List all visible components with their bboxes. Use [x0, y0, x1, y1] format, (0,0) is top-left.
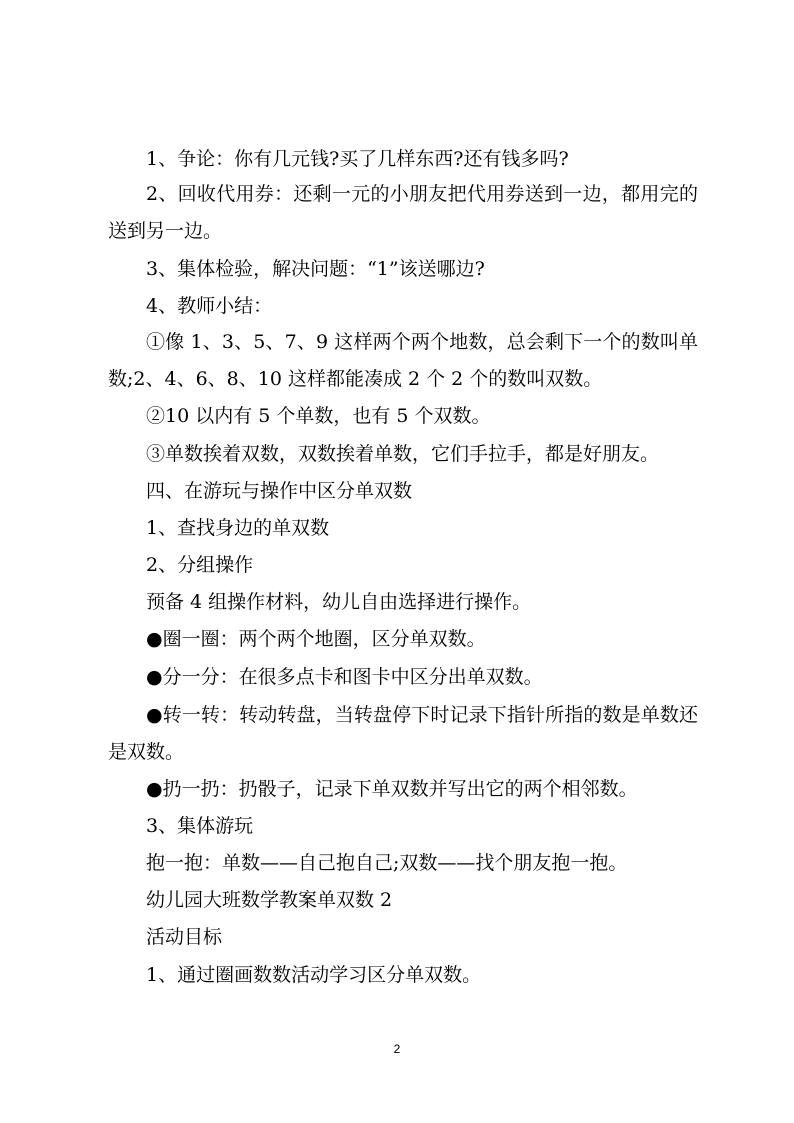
paragraph-14: ●转一转：转动转盘，当转盘停下时记录下指针所指的数是单数还是双数。 — [108, 704, 698, 763]
paragraph-6: ②10 以内有 5 个单数，也有 5 个双数。 — [146, 405, 491, 427]
paragraph-15: ●扔一扔：扔骰子，记录下单双数并写出它的两个相邻数。 — [146, 778, 638, 800]
page-number: 2 — [393, 1042, 401, 1056]
paragraph-2: 2、回收代用券：还剩一元的小朋友把代用券送到一边，都用完的送到另一边。 — [108, 183, 698, 242]
paragraph-5: ①像 1、3、5、7、9 这样两个两个地数，总会剩下一个的数叫单数;2、4、6、8、10 这样都能凑成 2 个 2 个的数叫双数。 — [108, 331, 698, 390]
paragraph-7: ③单数挨着双数，双数挨着单数，它们手拉手，都是好朋友。 — [146, 443, 660, 465]
paragraph-16: 3、集体游玩 — [146, 815, 254, 837]
section-heading-4: 四、在游玩与操作中区分单双数 — [146, 480, 413, 502]
paragraph-17: 抱一抱：单数——自己抱自己;双数——找个朋友抱一抱。 — [146, 852, 628, 874]
paragraph-13: ●分一分：在很多点卡和图卡中区分出单双数。 — [146, 666, 543, 688]
paragraph-20: 1、通过圈画数数活动学习区分单双数。 — [146, 964, 482, 986]
paragraph-4: 4、教师小结： — [146, 295, 273, 317]
paragraph-19: 活动目标 — [146, 926, 223, 948]
paragraph-3: 3、集体检验，解决问题：“1”该送哪边? — [146, 258, 485, 280]
lesson-title: 幼儿园大班数学教案单双数 2 — [146, 889, 393, 911]
paragraph-10: 2、分组操作 — [146, 554, 254, 576]
paragraph-12: ●圈一圈：两个两个地圈，区分单双数。 — [146, 628, 486, 650]
paragraph-9: 1、查找身边的单双数 — [146, 517, 330, 539]
paragraph-11: 预备 4 组操作材料，幼儿自由选择进行操作。 — [146, 591, 532, 613]
paragraph-1: 1、争论：你有几元钱?买了几样东西?还有钱多吗? — [146, 148, 569, 170]
